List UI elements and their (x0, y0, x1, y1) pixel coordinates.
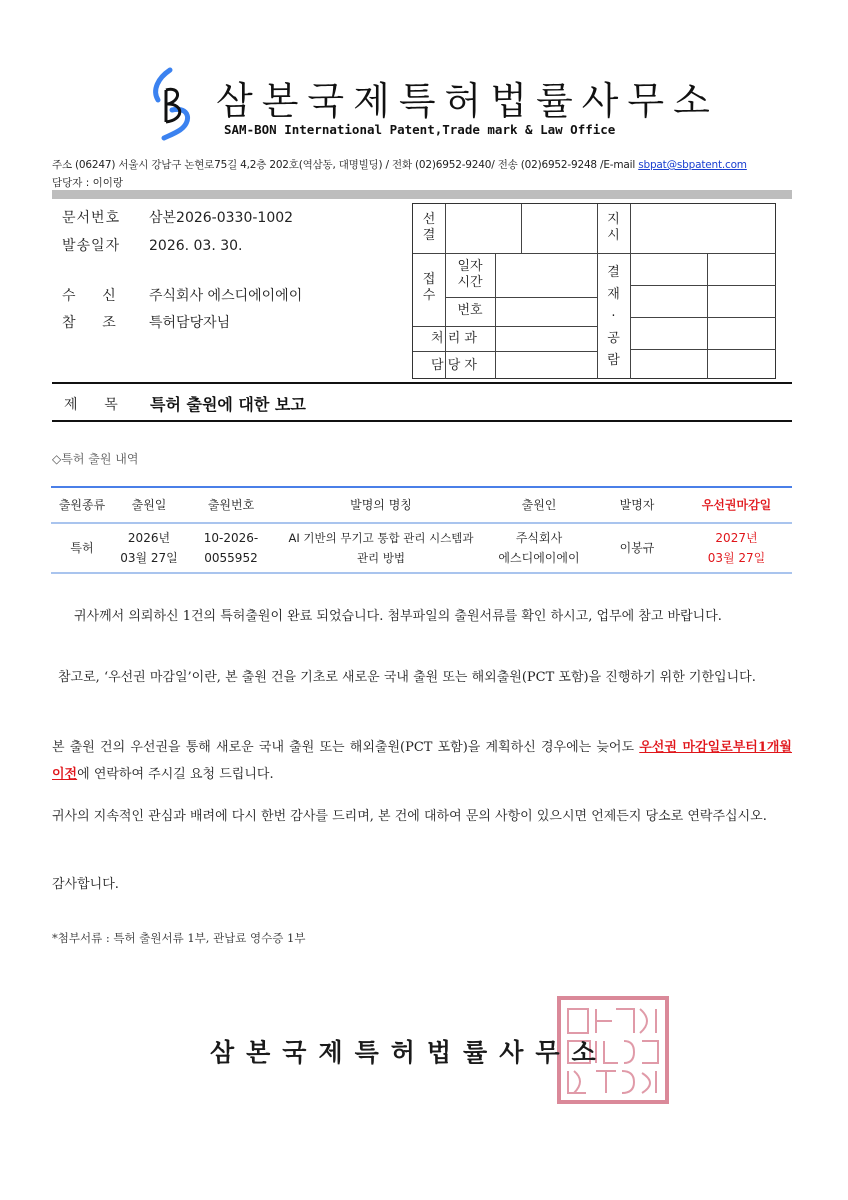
sent-date-value: 2026. 03. 30. (149, 238, 243, 254)
table-header-row (51, 488, 792, 522)
doc-number-row (62, 207, 293, 227)
reference-value: 특허담당자님 (149, 315, 231, 331)
signature-firm-name: 삼본국제특허법률사무소 (210, 1038, 608, 1067)
email-link[interactable]: sbpat@sbpatent.com (638, 159, 747, 171)
paragraph-3-text-a: 본 출원 건의 우선권을 통해 새로운 국내 출원 또는 해외출원(PCT 포함)을 계획하신 경우에는 늦어도 (52, 740, 640, 755)
header-applicant: 출원인 (521, 498, 557, 512)
header-app-number: 출원번호 (207, 498, 255, 512)
attachment-note: *첨부서류 : 특허 출원서류 1부, 관납료 영수증 1부 (52, 931, 306, 945)
closing-thanks: 감사합니다. (52, 877, 119, 892)
cell-type: 특허 (70, 541, 94, 555)
cell-invention-title (277, 528, 485, 568)
cell-app-number (185, 528, 277, 568)
reference-row (62, 312, 230, 332)
invention-title-line2: 관리 방법 (356, 551, 406, 565)
approval-department-label: 처 리 과 (431, 331, 477, 346)
approval-table (412, 203, 776, 379)
cell-applicant (485, 528, 593, 568)
header-priority-deadline: 우선권마감일 (701, 498, 772, 512)
recipient-row (62, 285, 302, 305)
filing-date-day: 03월 27일 (120, 551, 178, 565)
section-title: ◇특허 출원 내역 (52, 452, 139, 466)
body-paragraph-4: 귀사의 지속적인 관심과 배려에 다시 한번 감사를 드리며, 본 건에 대하여 문의 사항이 있으시면 언제든지 당소로 연락주십시오. (52, 809, 767, 824)
app-number-part2: 0055952 (204, 551, 258, 565)
subject-title: 특허 출원에 대한 보고 (150, 395, 306, 414)
cell-filing-date (113, 528, 185, 568)
app-number-part1: 10-2026- (203, 531, 259, 545)
sent-date-label: 발송일자 (62, 238, 121, 254)
approval-person-label: 담 당 자 (431, 358, 477, 373)
invention-title-line1: AI 기반의 무기고 통합 관리 시스템과 (288, 531, 474, 545)
approval-gyeoljae-label: 결 재 · 공 람 (607, 265, 620, 368)
doc-number-label: 문서번호 (62, 210, 121, 226)
approval-datetime-label: 일자 시간 (457, 259, 483, 290)
header-inventor: 발명자 (619, 498, 655, 512)
header-invention-title: 발명의 명칭 (350, 498, 412, 512)
patent-filing-table (51, 486, 792, 574)
firm-logo-icon (150, 66, 194, 142)
approval-jisi-label: 지 시 (607, 212, 620, 243)
body-paragraph-1: 귀사께서 의뢰하신 1건의 특허출원이 완료 되었습니다. 첨부파일의 출원서류를 확인 하시고, 업무에 참고 바랍니다. (74, 609, 722, 624)
cell-inventor: 이봉규 (619, 541, 655, 555)
body-paragraph-3 (52, 734, 792, 788)
header-type: 출원종류 (58, 498, 106, 512)
address-line (52, 157, 747, 172)
address-text: 주소 (06247) 서울시 강남구 논현로75길 4,2층 202호(역삼동, 대명빌딩) / 전화 (02)6952-9240/ 전송 (02)6952-9248 /E-mail (52, 159, 639, 171)
recipient-value: 주식회사 에스디에이에이 (149, 288, 303, 304)
subject-top-rule (52, 382, 792, 384)
recipient-label: 수 신 (62, 288, 116, 304)
subject-label: 제 목 (64, 397, 118, 413)
header-divider (52, 190, 792, 199)
approval-seongyeol-label: 선 결 (422, 212, 436, 243)
deadline-year: 2027년 (715, 531, 758, 545)
subject-bottom-rule (52, 420, 792, 422)
approval-number-label: 번호 (457, 303, 483, 318)
table-bottom-rule (51, 572, 792, 574)
applicant-line1: 주식회사 (515, 531, 563, 545)
approval-jeopsu-label: 접 수 (422, 272, 436, 303)
priority-deadline-highlight: 우선권 마감일로부터1개월 이전 (52, 740, 792, 782)
firm-name-korean: 삼본국제특허법률사무소 (216, 79, 719, 123)
filing-date-year: 2026년 (127, 531, 171, 545)
table-row (51, 524, 792, 572)
paragraph-3-text-b: 에 연락하여 주시길 요청 드립니다. (77, 767, 274, 782)
doc-number-value: 삼본2026-0330-1002 (149, 210, 294, 226)
deadline-day: 03월 27일 (707, 551, 766, 565)
header-filing-date: 출원일 (131, 498, 167, 512)
contact-person: 담당자 : 이이랑 (52, 177, 124, 189)
firm-name-english: SAM-BON International Patent,Trade mark & Law Office (224, 122, 616, 137)
body-paragraph-2: 참고로, ‘우선권 마감일’이란, 본 출원 건을 기초로 새로운 국내 출원 또는 해외출원(PCT 포함)을 진행하기 위한 기한입니다. (58, 670, 756, 685)
applicant-line2: 에스디에이에이 (498, 551, 580, 565)
cell-priority-deadline (681, 528, 792, 568)
sent-date-row (62, 235, 243, 255)
reference-label: 참 조 (62, 315, 116, 331)
